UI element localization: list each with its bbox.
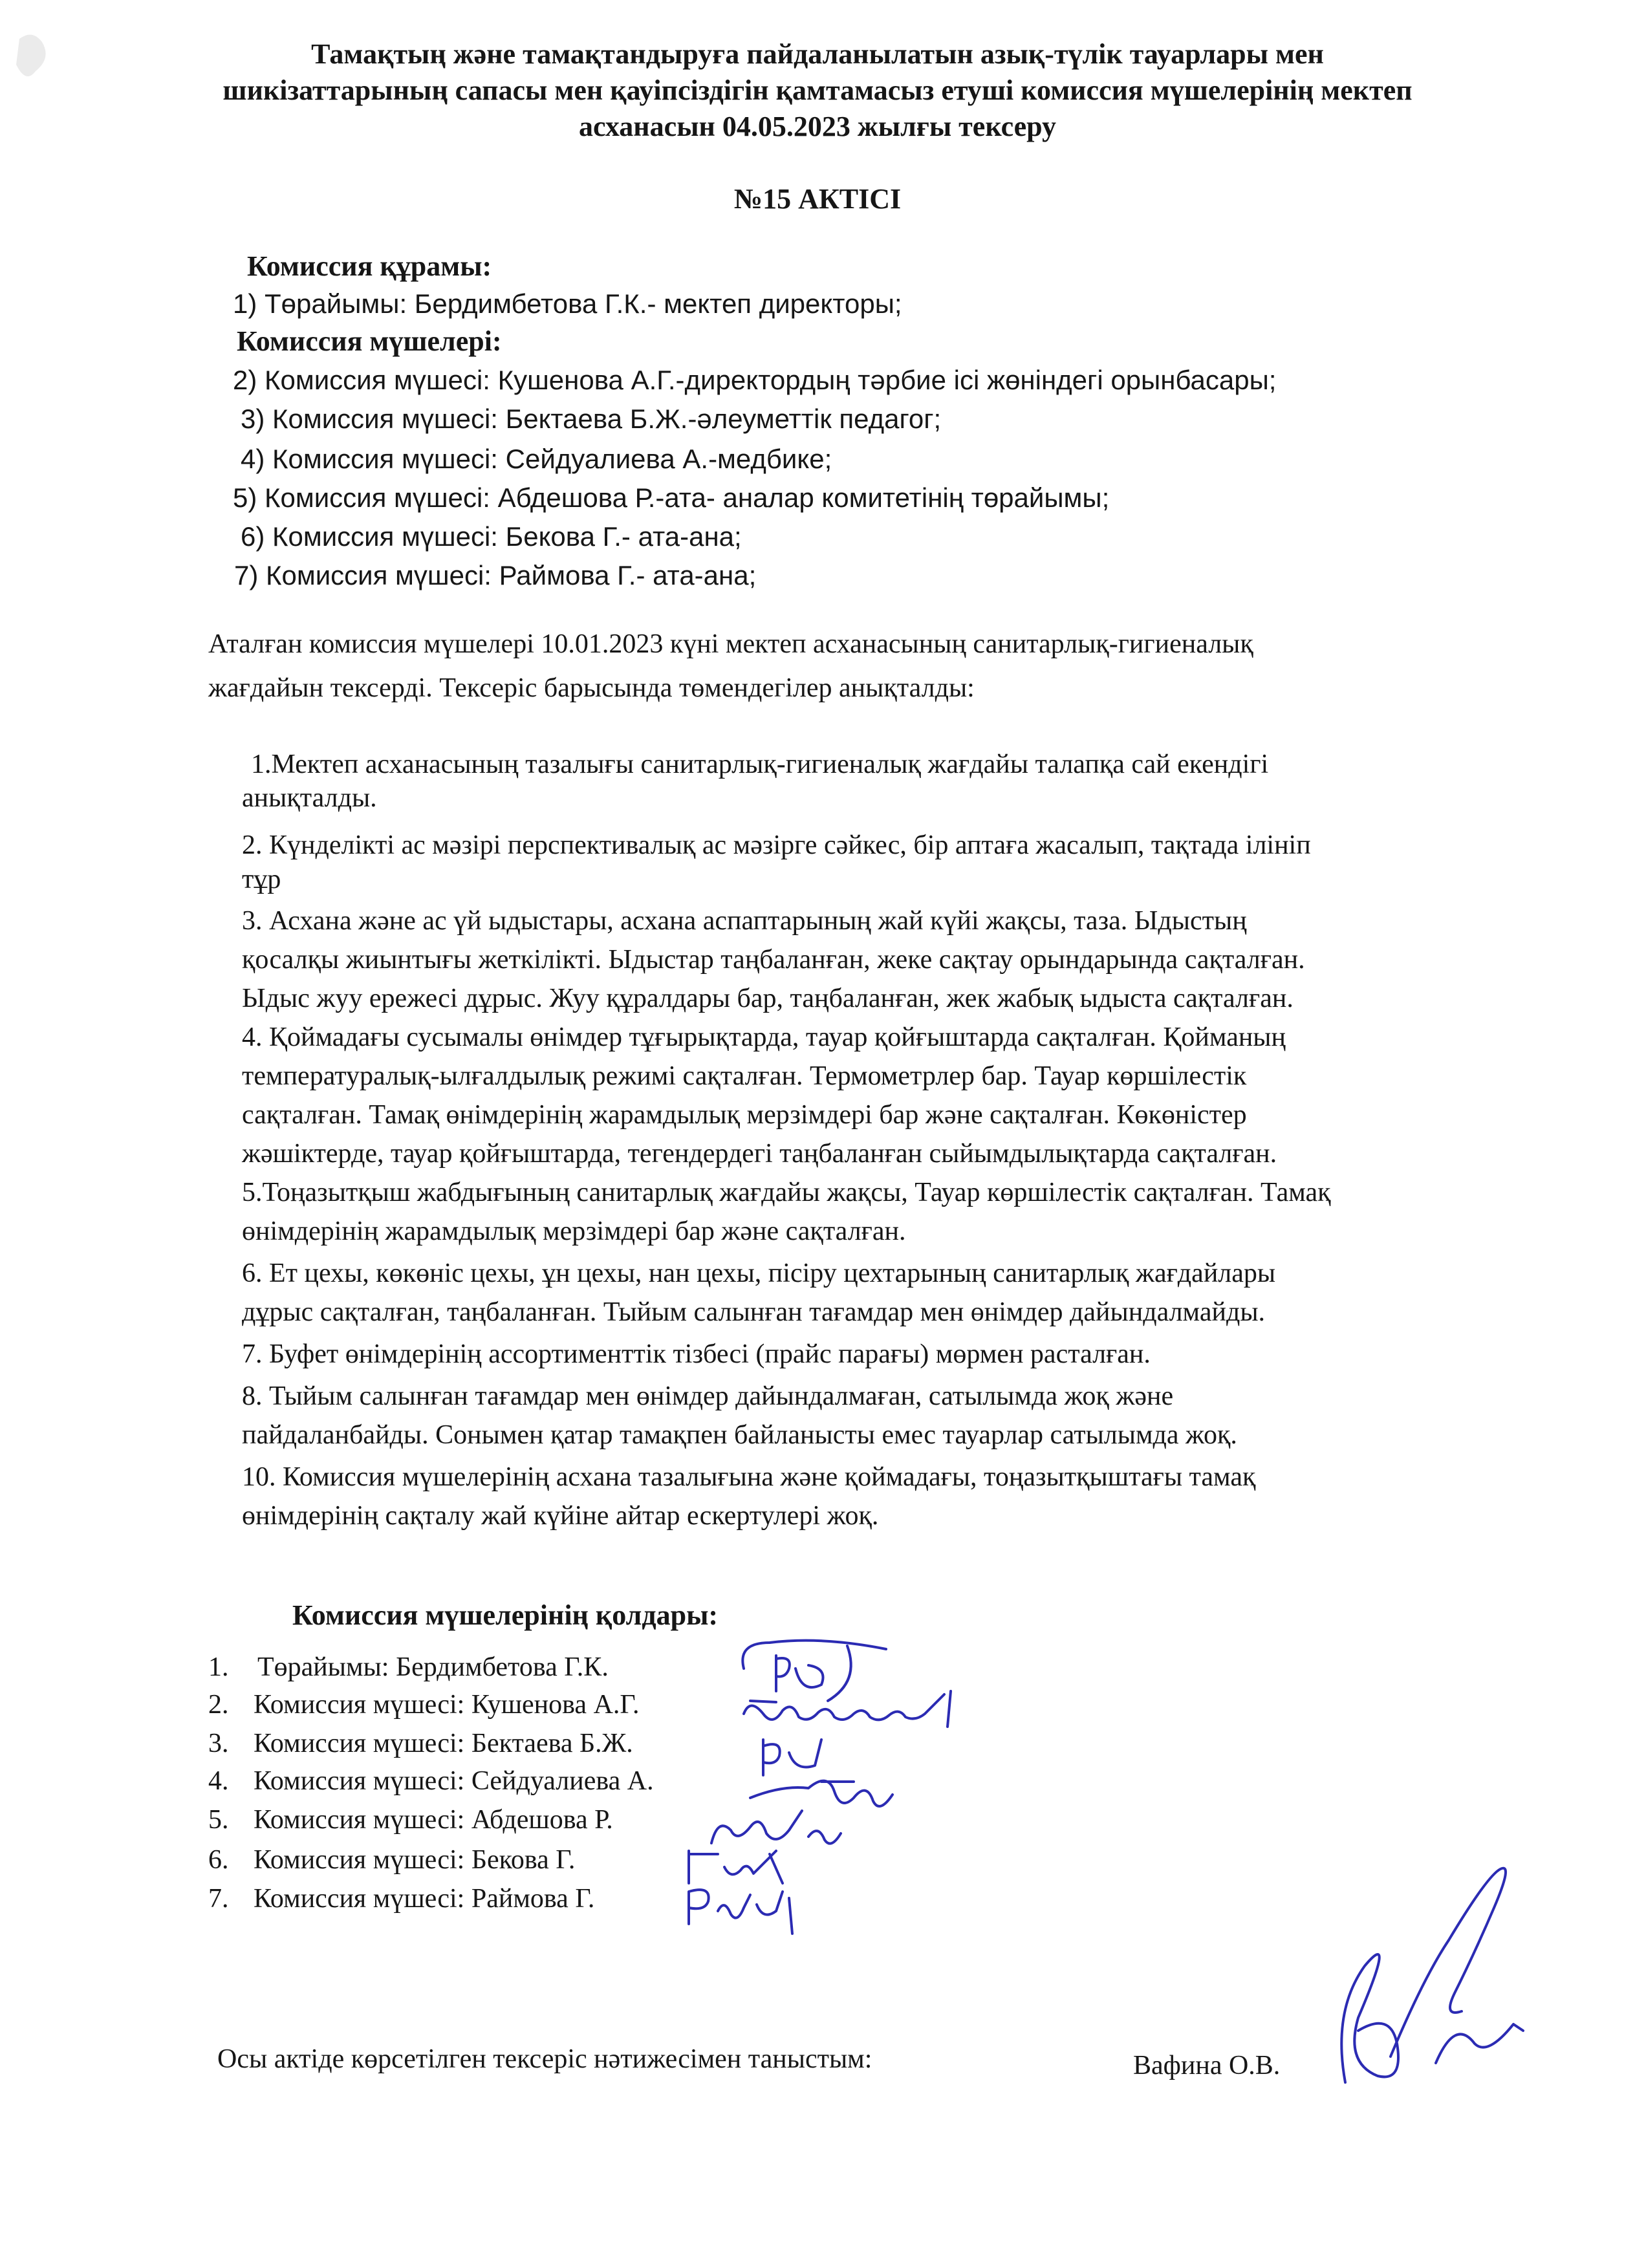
title-line-1: Тамақтың және тамақтандыруға пайдаланылатын азық-түлік тауарлары мен [311,38,1324,70]
finding-line: 6. Ет цехы, көкөніс цехы, ұн цехы, нан цехы, пісіру цехтарының санитарлық жағдайлары [242,1258,1276,1288]
finding-line: қосалқы жиынтығы жеткілікті. Ыдыстар таңбаланған, жеке сақтау орындарында сақталған. [242,945,1305,975]
signature-name: Комиссия мүшесі: Абдешова Р. [254,1805,613,1835]
member-line: 7) Комиссия мүшесі: Раймова Г.- ата-ана; [234,560,757,590]
signature-name: Комиссия мүшесі: Бекова Г. [254,1845,576,1875]
finding-line: 2. Күнделікті ас мәзірі перспективалық ас мәзірге сәйкес, бір аптаға жасалып, тақтада ілініп [242,830,1311,860]
signature-number: 1. [208,1652,229,1682]
title-line-3: асханасын 04.05.2023 жылғы тексеру [578,111,1057,142]
finding-line: 8. Тыйым салынған тағамдар мен өнімдер дайындалмаған, сатылымда жоқ және [242,1381,1174,1411]
signature-number: 3. [208,1729,229,1758]
signature-name: Комиссия мүшесі: Кушенова А.Г. [254,1690,640,1720]
signatures-heading: Комиссия мүшелерінің қолдары: [292,1599,719,1631]
acknowledgement-text: Осы актіде көрсетілген тексеріс нәтижесімен таныстым: [217,2044,872,2074]
members-heading: Комиссия мүшелері: [237,325,502,357]
finding-line: анықталды. [242,783,377,813]
signature-number: 7. [208,1884,229,1914]
finding-line: 4. Қоймадағы сусымалы өнімдер тұғырықтарда, тауар қойғыштарда сақталған. Қойманың [242,1022,1286,1052]
member-line: 4) Комиссия мүшесі: Сейдуалиева А.-медбике; [241,444,832,474]
member-line: 2) Комиссия мүшесі: Кушенова А.Г.-директордың тәрбие ісі жөніндегі орынбасары; [233,365,1277,395]
signature-name: Комиссия мүшесі: Сейдуалиева А. [254,1766,654,1796]
intro-line-2: жағдайын тексерді. Тексеріс барысында төмендегілер анықталды: [208,673,975,703]
finding-line: пайдаланбайды. Сонымен қатар тамақпен байланысты емес тауарлар сатылымда жоқ. [242,1420,1237,1450]
signature-member-7 [679,1879,808,1937]
finding-line: дұрыс сақталған, таңбаланған. Тыйым салынған тағамдар мен өнімдер дайындалмайды. [242,1297,1266,1327]
acknowledgement-name: Вафина О.В. [1133,2051,1281,2080]
finding-line: өнімдерінің сақталу жай күйіне айтар ескертулері жоқ. [242,1501,879,1531]
chair-line: 1) Төрайымы: Бердимбетова Г.К.- мектеп директоры; [233,288,902,319]
finding-line: 7. Буфет өнімдерінің ассортименттік тізбесі (прайс парағы) мөрмен расталған. [242,1339,1151,1369]
document-title [0,36,1635,145]
member-line: 6) Комиссия мүшесі: Бекова Г.- ата-ана; [241,521,742,552]
title-line-2: шикізаттарының сапасы мен қауіпсіздігін қамтамасыз етуші комиссия мүшелерінің мектеп [222,74,1413,106]
member-line: 5) Комиссия мүшесі: Абдешова Р.-ата- аналар комитетінің төрайымы; [233,482,1110,513]
finding-line: сақталған. Тамақ өнімдерінің жарамдылық мерзімдері бар және сақталған. Көкөністер [242,1100,1247,1130]
finding-line: температуралық-ылғалдылық режимі сақталған. Термометрлер бар. Тауар көршілестік [242,1061,1247,1091]
member-line: 3) Комиссия мүшесі: Бектаева Б.Ж.-әлеуметтік педагог; [241,404,942,434]
finding-line: Ыдыс жуу ережесі дұрыс. Жуу құралдары бар, таңбаланған, жек жабық ыдыста сақталған. [242,984,1294,1013]
finding-line: 3. Асхана және ас үй ыдыстары, асхана аспаптарының жай күйі жақсы, таза. Ыдыстың [242,906,1247,936]
finding-line: тұр [242,865,281,894]
act-number: №15 АКТІСІ [733,183,902,215]
signature-number: 4. [208,1766,229,1796]
intro-line-1: Аталған комиссия мүшелері 10.01.2023 күні мектеп асханасының санитарлық-гигиеналық [208,629,1253,659]
signature-name: Комиссия мүшесі: Бектаева Б.Ж. [254,1729,633,1758]
finding-line: 1.Мектеп асханасының тазалығы санитарлық-гигиеналық жағдайы талапқа сай екендігі [251,750,1269,779]
finding-line: 10. Комиссия мүшелерінің асхана тазалығына және қоймадағы, тоңазытқыштағы тамақ [242,1462,1256,1492]
signature-number: 5. [208,1805,229,1835]
finding-line: жәшіктерде, тауар қойғыштарда, тегендердегі таңбаланған сыйымдылықтарда сақталған. [242,1139,1277,1169]
signature-name: Комиссия мүшесі: Раймова Г. [254,1884,595,1914]
composition-heading: Комиссия құрамы: [247,250,492,282]
signature-number: 2. [208,1690,229,1720]
finding-line: 5.Тоңазытқыш жабдығының санитарлық жағдайы жақсы, Тауар көршілестік сақталған. Тамақ [242,1178,1331,1207]
finding-line: өнімдерінің жарамдылық мерзімдері бар және сақталған. [242,1216,906,1246]
signature-name: Төрайымы: Бердимбетова Г.К. [257,1652,609,1682]
signature-number: 6. [208,1845,229,1875]
signature-acknowledgement [1319,1850,1539,2121]
